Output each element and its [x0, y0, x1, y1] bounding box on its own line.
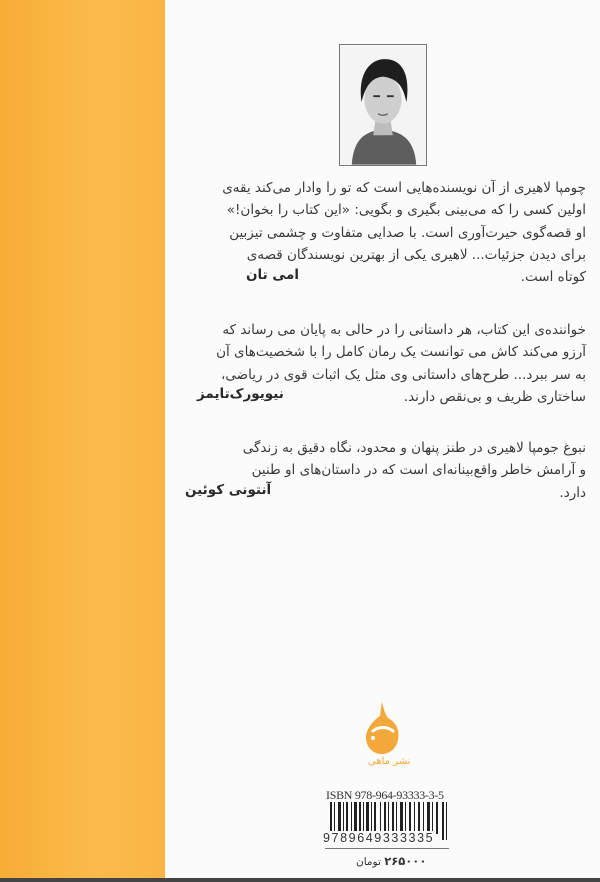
blurb-line: چومپا لاهیری از آن نویسنده‌هایی است که تو را وادار می‌کند یقه‌ی	[222, 180, 586, 196]
price-amount: ۲۶۵۰۰۰	[384, 854, 427, 868]
blurb-line: او قصه‌گوی حیرت‌آوری است. با صدایی متفاوت و چشمی تیزبین	[229, 224, 586, 241]
blurb-line: اولین کسی را که می‌بینی بگیری و بگویی: «این کتاب را بخوان!»	[226, 202, 586, 219]
barcode-number: 9789649333335	[323, 831, 435, 845]
blurb-1	[222, 177, 586, 288]
price	[356, 854, 426, 868]
blurb-3	[242, 437, 586, 504]
publisher-name: نشر ماهی	[368, 756, 411, 767]
blurb-line: و آرامش خاطر واقع‌بینانه‌ای است که در داستان‌های او طنین	[251, 462, 586, 479]
blurb-source: آنتونی کوئین	[185, 482, 272, 498]
isbn-label: ISBN 978-964-93333-3-5	[326, 788, 444, 802]
price-currency: تومان	[356, 856, 381, 868]
blurb-line: دارد.	[559, 484, 586, 501]
blurb-line: آرزو می‌کند کاش می توانست یک رمان کامل را با شخصیت‌های آن	[216, 344, 586, 361]
divider	[325, 848, 449, 849]
bottom-edge	[0, 878, 600, 882]
author-photo	[339, 44, 427, 166]
blurb-line: نبوغ جومپا لاهیری در طنز پنهان و محدود، نگاه دقیق به زندگی	[242, 440, 586, 456]
blurb-line: ساختاری ظریف و بی‌نقص دارند.	[403, 388, 586, 405]
blurb-line: به سر ببرد... طرح‌های داستانی وی مثل یک اثبات قوی در ریاضی،	[221, 366, 586, 383]
blurb-source: امی تان	[246, 267, 300, 283]
blurb-line: برای دیدن جزئیات... لاهیری یکی از بهترین نویسندگان قصه‌ی	[246, 246, 586, 263]
blurb-line: کوتاه است.	[520, 269, 586, 286]
orange-spine-band	[0, 0, 165, 882]
blurb-line: خواننده‌ی این کتاب، هر داستانی را در حالی به پایان می رساند که	[222, 322, 586, 338]
blurb-source: نیویورک‌تایمز	[197, 386, 284, 402]
